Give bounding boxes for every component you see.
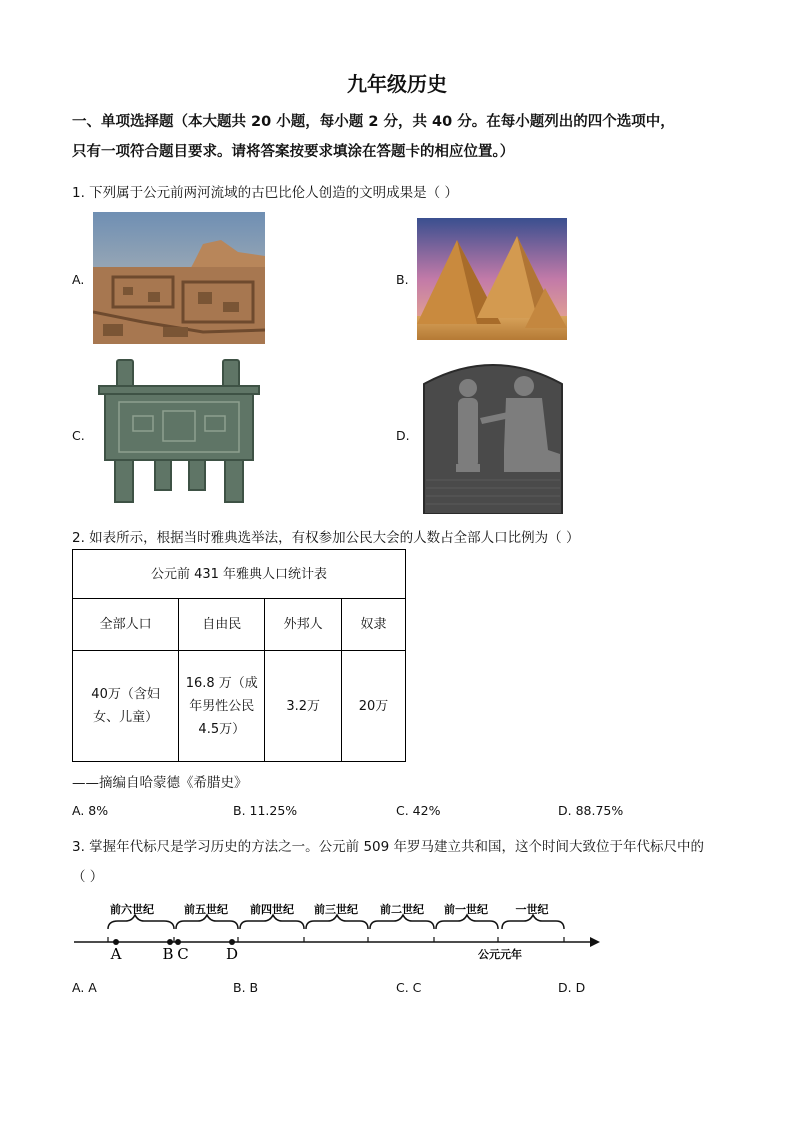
timeline-letter-d: D [225, 945, 239, 963]
timeline-arrow [590, 937, 600, 947]
table-header-foreign: 外邦人 [265, 599, 342, 651]
century-label: 前四世纪 [250, 903, 294, 916]
question-3-stem-line2: （ ） [72, 869, 104, 885]
q3-option-c: C. C [396, 980, 422, 995]
table-header-total: 全部人口 [73, 599, 179, 651]
table-title: 公元前 431 年雅典人口统计表 [73, 550, 406, 599]
q2-option-a: A. 8% [72, 803, 109, 818]
century-label: 前一世纪 [444, 903, 488, 916]
century-braces [108, 915, 564, 929]
century-label: 前五世纪 [184, 903, 228, 916]
q1-option-d-label: D. [396, 428, 410, 443]
timeline-origin-label: 公元元年 [478, 948, 522, 961]
timeline-letter-a: A [110, 945, 122, 963]
q3-option-d: D. D [558, 980, 586, 995]
section-heading-line1: 一、单项选择题（本大题共 20 小题，每小题 2 分，共 40 分。在每小题列出的四个选项中， [72, 114, 675, 130]
question-3-stem-line1: 3. 掌握年代标尺是学习历史的方法之一。公元前 509 年罗马建立共和国，这个时间大致位于年代标尺中的 [72, 839, 705, 855]
century-label: 前三世纪 [314, 903, 358, 916]
century-label: 前六世纪 [110, 903, 154, 916]
q2-option-b: B. 11.25% [233, 803, 298, 818]
population-table [72, 549, 406, 762]
century-label: 一世纪 [515, 903, 549, 916]
q1-option-b-image [417, 218, 567, 340]
table-cell-foreign: 3.2万 [265, 651, 342, 762]
q1-option-c-image [93, 356, 265, 512]
table-header-free: 自由民 [179, 599, 265, 651]
table-cell-total: 40万（含妇 女、儿童） [73, 651, 179, 762]
q2-option-c: C. 42% [396, 803, 441, 818]
table-header-slaves: 奴隶 [341, 599, 405, 651]
q3-option-b: B. B [233, 980, 259, 995]
q2-option-d: D. 88.75% [558, 803, 624, 818]
q1-option-a-label: A. [72, 272, 85, 287]
section-heading-line2: 只有一项符合题目要求。请将答案按要求填涂在答题卡的相应位置。） [72, 144, 515, 160]
q1-option-a-image [93, 212, 265, 344]
question-1-stem: 1. 下列属于公元前两河流域的古巴比伦人创造的文明成果是（ ） [72, 185, 458, 201]
timeline-letter-c: C [177, 945, 189, 963]
q3-option-a: A. A [72, 980, 97, 995]
century-label: 前二世纪 [380, 903, 424, 916]
timeline-letter-b: B [162, 945, 174, 963]
q1-option-d-image [420, 354, 566, 514]
question-2-stem: 2. 如表所示，根据当时雅典选举法，有权参加公民大会的人数占全部人口比例为（ ） [72, 530, 580, 546]
q1-option-c-label: C. [72, 428, 85, 443]
table-cell-slaves: 20万 [341, 651, 405, 762]
table-source: ——摘编自哈蒙德《希腊史》 [72, 775, 248, 791]
table-cell-free: 16.8 万（成 年男性公民 4.5万） [179, 651, 265, 762]
page-title: 九年级历史 [347, 72, 447, 96]
timeline [72, 895, 612, 970]
q1-option-b-label: B. [396, 272, 409, 287]
